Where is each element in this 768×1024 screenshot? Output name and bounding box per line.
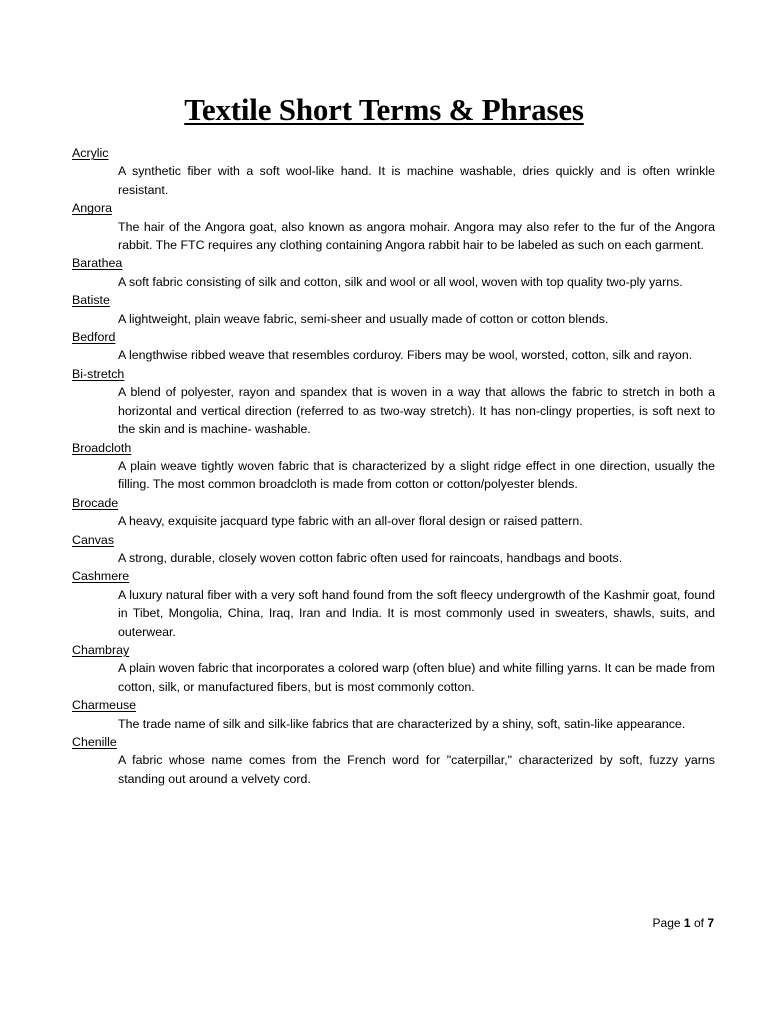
glossary-entry-bi-stretch <box>72 365 715 439</box>
glossary-entry-chambray <box>72 641 715 696</box>
page-label: Page <box>652 916 681 930</box>
glossary-list <box>72 144 715 788</box>
glossary-entry-acrylic <box>72 144 715 199</box>
glossary-entry-charmeuse <box>72 696 715 733</box>
glossary-entry-brocade <box>72 494 715 531</box>
glossary-definition: A blend of polyester, rayon and spandex that is woven in a way that allows the fabric to stretch in both a horizontal and vertical direction (referred to as two-way stretch). It has non-clingy properties, is soft next to the skin and is machine- washable. <box>118 385 715 437</box>
glossary-term: Batiste <box>72 293 110 308</box>
page-number-footer <box>653 914 714 932</box>
glossary-definition: A soft fabric consisting of silk and cotton, silk and wool or all wool, woven with top quality two-ply yarns. <box>118 274 683 289</box>
page-title <box>0 90 768 130</box>
glossary-definition: A fabric whose name comes from the French word for "caterpillar," characterized by soft, fuzzy yarns standing out around a velvety cord. <box>118 753 715 786</box>
glossary-term: Bedford <box>72 330 116 345</box>
glossary-term: Chenille <box>72 735 117 749</box>
glossary-entry-broadcloth <box>72 439 715 494</box>
glossary-term: Bi-stretch <box>72 366 125 381</box>
page-number: 1 <box>683 916 691 930</box>
glossary-definition: A strong, durable, closely woven cotton fabric often used for raincoats, handbags and boots. <box>118 550 623 565</box>
glossary-term: Charmeuse <box>72 698 137 713</box>
glossary-entry-angora <box>72 199 715 254</box>
glossary-definition: A synthetic fiber with a soft wool-like hand. It is machine washable, dries quickly and is often wrinkle resistant. <box>118 164 715 197</box>
glossary-term: Chambray <box>72 642 130 657</box>
glossary-entry-batiste <box>72 291 715 328</box>
glossary-entry-bedford <box>72 328 715 365</box>
page-total: 7 <box>707 916 714 930</box>
glossary-definition: A lightweight, plain weave fabric, semi-sheer and usually made of cotton or cotton blends. <box>118 311 609 326</box>
glossary-definition: A plain woven fabric that incorporates a colored warp (often blue) and white filling yarns. It can be made from cotton, silk, or manufactured fibers, but is most commonly cotton. <box>118 661 715 694</box>
glossary-term: Broadcloth <box>72 440 132 455</box>
glossary-definition: A heavy, exquisite jacquard type fabric with an all-over floral design or raised pattern. <box>118 514 583 529</box>
glossary-definition: A lengthwise ribbed weave that resembles corduroy. Fibers may be wool, worsted, cotton, silk and rayon. <box>118 348 693 363</box>
glossary-entry-cashmere <box>72 567 715 641</box>
glossary-definition: The trade name of silk and silk-like fabrics that are characterized by a shiny, soft, satin-like appearance. <box>118 716 686 731</box>
glossary-term: Cashmere <box>72 569 130 584</box>
glossary-term: Angora <box>72 201 112 216</box>
glossary-definition: A plain weave tightly woven fabric that is characterized by a slight ridge effect in one direction, usually the filling. The most common broadcloth is made from cotton or cotton/polyester blends. <box>118 458 715 492</box>
page-title-text: Textile Short Terms & Phrases <box>184 92 584 127</box>
glossary-entry-barathea <box>72 254 715 291</box>
glossary-definition: A luxury natural fiber with a very soft hand found from the soft fleecy undergrowth of the Kashmir goat, found in Tibet, Mongolia, China, Iraq, Iran and India. It is most commonly used in sweaters, shawls, suits, and outerwear. <box>118 587 715 639</box>
glossary-entry-chenille <box>72 733 715 788</box>
glossary-entry-canvas <box>72 531 715 568</box>
of-label: of <box>693 916 704 930</box>
glossary-definition: The hair of the Angora goat, also known as angora mohair. Angora may also refer to the fur of the Angora rabbit. The FTC requires any clothing containing Angora rabbit hair to be labeled as such on each garment. <box>118 219 715 253</box>
glossary-term: Canvas <box>72 532 115 547</box>
glossary-term: Brocade <box>72 495 119 510</box>
glossary-term: Barathea <box>72 256 123 271</box>
glossary-term: Acrylic <box>72 146 109 160</box>
